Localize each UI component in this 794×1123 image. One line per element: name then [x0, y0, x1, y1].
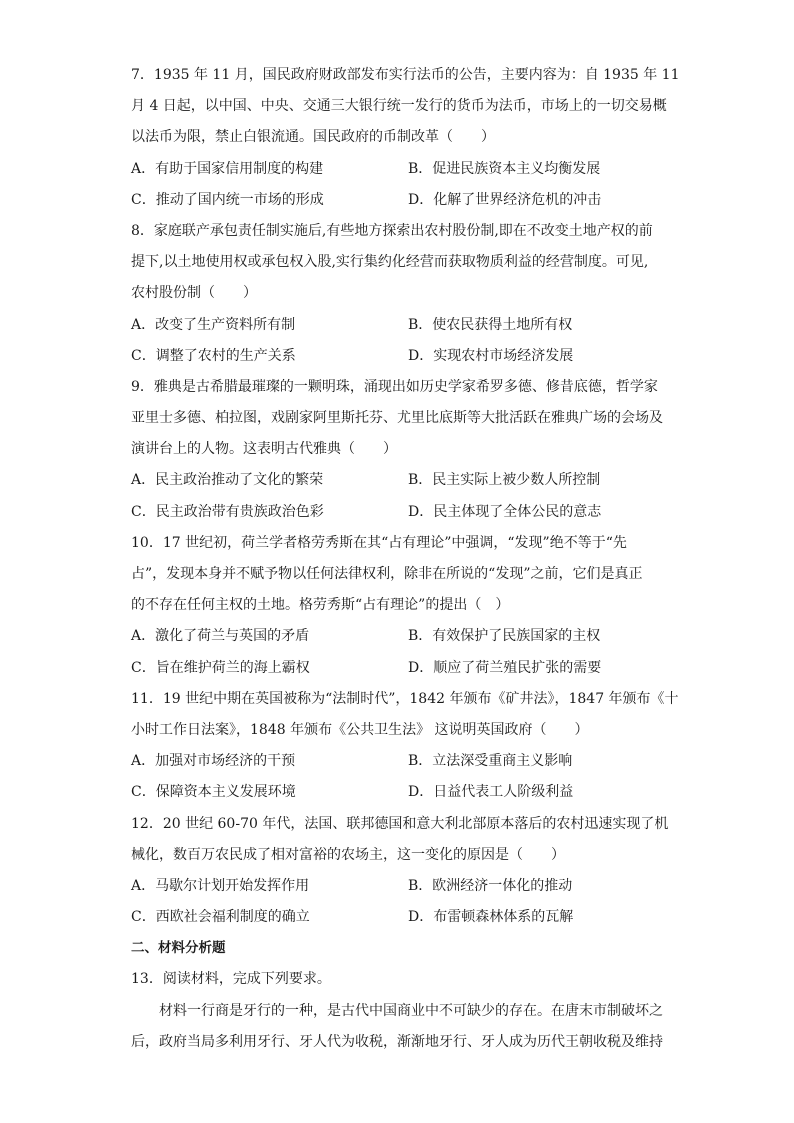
stem-line: 亚里士多德、柏拉图，戏剧家阿里斯托芬、尤里比底斯等大批活跃在雅典广场的会场及	[131, 410, 663, 427]
question-8	[131, 216, 666, 372]
options-row	[131, 621, 666, 652]
stem-line: 农村股份制（ ）	[131, 285, 257, 302]
option-d: D．日益代表工人阶级利益	[408, 784, 574, 801]
stem-line: 械化，数百万农民成了相对富裕的农场主，这一变化的原因是（ ）	[131, 846, 565, 863]
option-b: B．欧洲经济一体化的推动	[408, 877, 573, 894]
options-row	[131, 497, 666, 528]
question-13	[131, 964, 666, 1058]
stem-line: 的不存在任何主权的土地。格劳秀斯“占有理论”的提出（ ）	[131, 597, 510, 614]
stem-line: 演讲台上的人物。这表明古代雅典（ ）	[131, 441, 397, 458]
option-a: A．加强对市场经济的干预	[131, 753, 296, 770]
option-c: C．旨在维护荷兰的海上霸权	[131, 659, 310, 676]
stem-line: 9．雅典是古希腊最璀璨的一颗明珠，涌现出如历史学家希罗多德、修昔底德，哲学家	[131, 378, 658, 395]
option-c: C．民主政治带有贵族政治色彩	[131, 503, 324, 520]
option-b: B．使农民获得土地所有权	[408, 316, 573, 333]
stem-line: 提下,以土地使用权或承包权入股,实行集约化经营而获取物质利益的经营制度。可见,	[131, 254, 649, 271]
option-c: C．保障资本主义发展环境	[131, 784, 296, 801]
question-9	[131, 372, 666, 528]
stem-line: 小时工作日法案》，1848 年颁布《公共卫生法》 这说明英国政府（ ）	[131, 721, 589, 738]
exam-content	[131, 60, 680, 1058]
stem-line: 8．家庭联产承包责任制实施后,有些地方探索出农村股份制,即在不改变土地产权的前	[131, 222, 653, 239]
section-title: 二、材料分析题	[131, 940, 226, 957]
question-stem	[131, 684, 679, 746]
question-stem	[131, 372, 666, 466]
material-line: 后，政府当局多利用牙行、牙人代为收税，渐渐地牙行、牙人成为历代王朝收税及维持	[131, 1033, 663, 1050]
question-stem	[131, 216, 666, 310]
question-intro: 13．阅读材料，完成下列要求。	[131, 971, 331, 988]
option-a: A．改变了生产资料所有制	[131, 316, 296, 333]
option-b: B．立法深受重商主义影响	[408, 753, 573, 770]
options-row	[131, 653, 666, 684]
option-d: D．实现农村市场经济发展	[408, 347, 574, 364]
stem-line: 占”，发现本身并不赋予物以任何法律权利，除非在所说的“发现”之前，它们是真正	[131, 566, 643, 582]
option-a: A．有助于国家信用制度的构建	[131, 160, 324, 177]
question-stem	[131, 60, 680, 154]
options-row	[131, 341, 666, 372]
options-row	[131, 777, 666, 808]
option-c: C．推动了国内统一市场的形成	[131, 191, 324, 208]
question-stem	[131, 528, 666, 622]
options-row	[131, 154, 666, 185]
question-12	[131, 809, 669, 934]
option-b: B．民主实际上被少数人所控制	[408, 472, 601, 489]
stem-line: 以法币为限，禁止白银流通。国民政府的币制改革（ ）	[131, 129, 495, 146]
option-d: D．民主体现了全体公民的意志	[408, 503, 602, 520]
stem-line: 12．20 世纪 60-70 年代，法国、联邦德国和意大利北部原本落后的农村迅速实现了机	[131, 815, 669, 832]
stem-line: 10．17 世纪初，荷兰学者格劳秀斯在其“占有理论”中强调，“发现”绝不等于“先	[131, 534, 627, 551]
options-row	[131, 310, 666, 341]
stem-line: 月 4 日起，以中国、中央、交通三大银行统一发行的货币为法币，市场上的一切交易概	[131, 98, 667, 115]
stem-line: 11．19 世纪中期在英国被称为“法制时代”，1842 年颁布《矿井法》，1847 年颁布《十	[131, 690, 679, 707]
question-7	[131, 60, 680, 216]
question-11	[131, 684, 679, 809]
options-row	[131, 871, 666, 902]
options-row	[131, 465, 666, 496]
options-row	[131, 902, 666, 933]
option-c: C．西欧社会福利制度的确立	[131, 909, 310, 926]
stem-line: 7．1935 年 11 月，国民政府财政部发布实行法币的公告，主要内容为：自 1935 年 11	[131, 67, 680, 83]
option-a: A．马歇尔计划开始发挥作用	[131, 877, 310, 894]
option-a: A．民主政治推动了文化的繁荣	[131, 472, 324, 489]
options-row	[131, 746, 666, 777]
question-stem	[131, 809, 669, 871]
option-d: D．顺应了荷兰殖民扩张的需要	[408, 659, 602, 676]
option-b: B．有效保护了民族国家的主权	[408, 628, 601, 645]
question-10	[131, 528, 666, 684]
option-d: D．布雷顿森林体系的瓦解	[408, 909, 574, 926]
option-c: C．调整了农村的生产关系	[131, 347, 296, 364]
option-a: A．激化了荷兰与英国的矛盾	[131, 628, 310, 645]
option-b: B．促进民族资本主义均衡发展	[408, 160, 601, 177]
options-row	[131, 185, 666, 216]
material-line: 材料一行商是牙行的一种，是古代中国商业中不可缺少的存在。在唐末市制破坏之	[159, 1002, 663, 1019]
option-d: D．化解了世界经济危机的冲击	[408, 191, 602, 208]
